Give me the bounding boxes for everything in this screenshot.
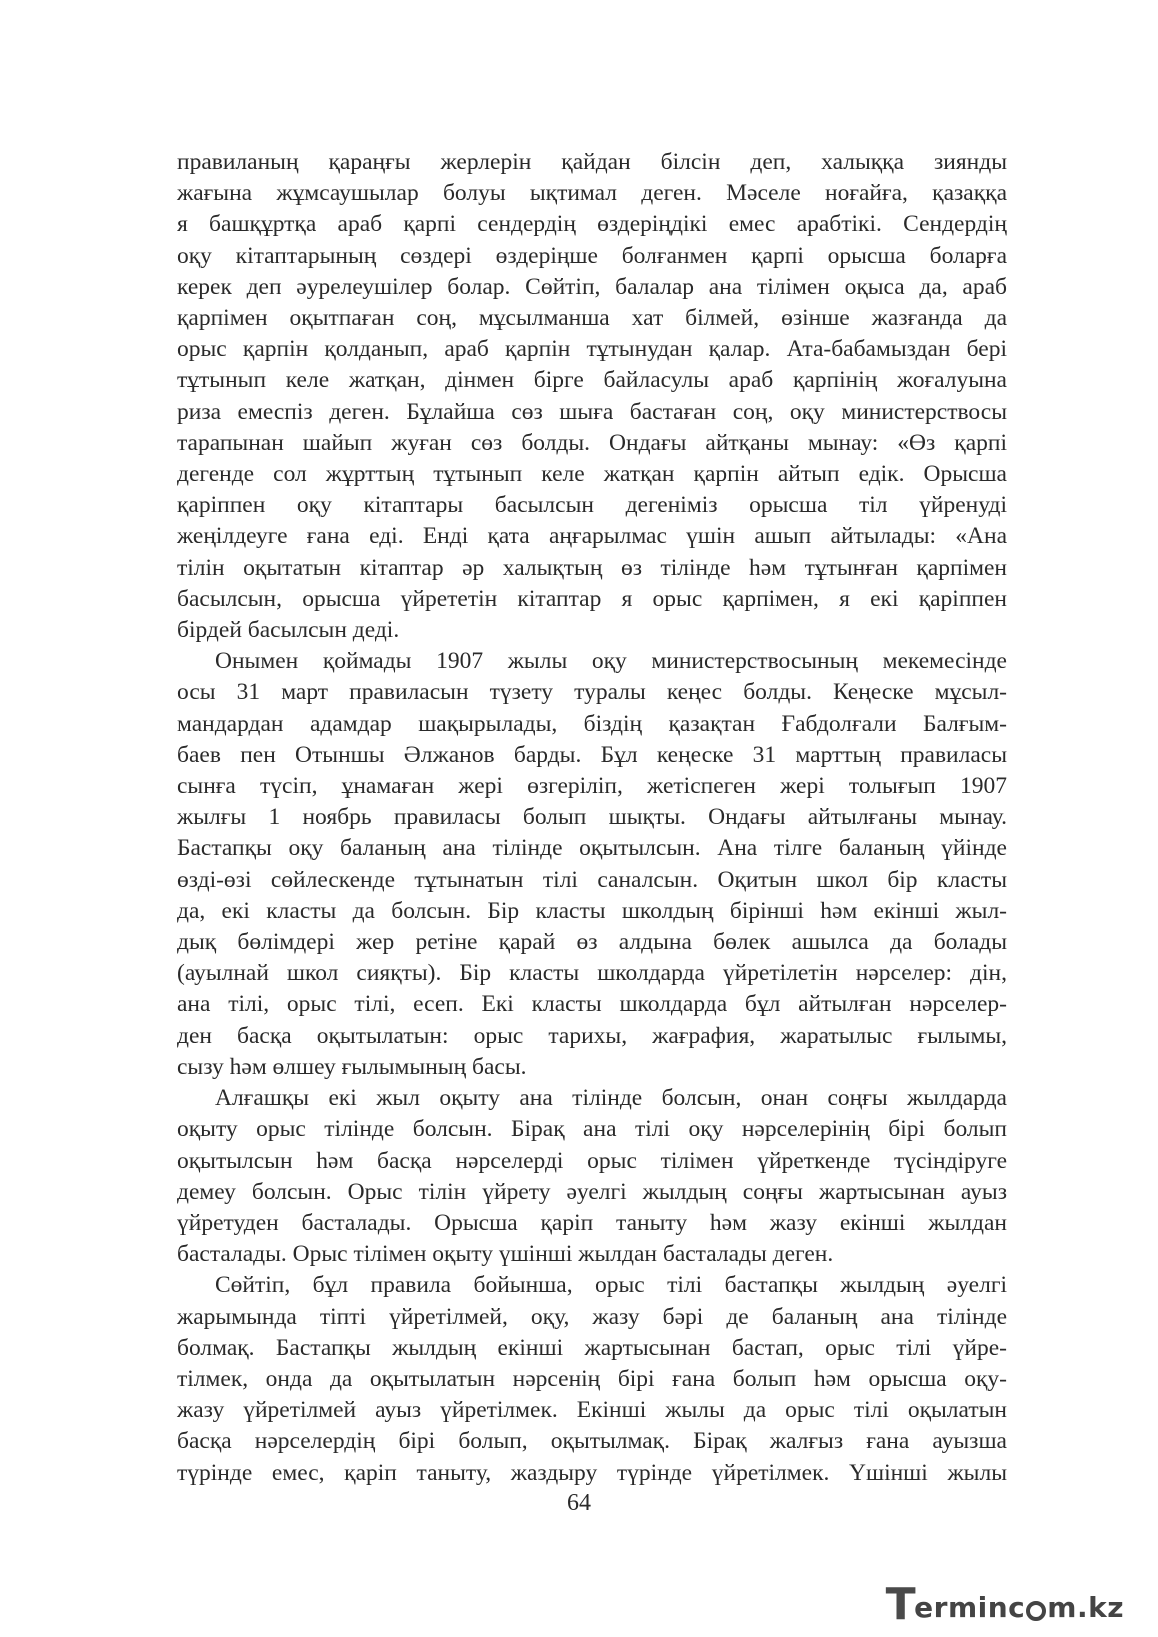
text-line: тұтынып келе жатқан, дінмен бірге байласулы араб қарпінің жоғалуына xyxy=(177,367,1007,394)
text-line: орыс қарпін қолданып, араб қарпін тұтынудан қалар. Ата-бабамыздан бері xyxy=(177,336,1007,363)
text-line: осы 31 март правиласын түзету туралы кеңес болды. Кеңеске мұсыл- xyxy=(177,679,1007,706)
page-number: 64 xyxy=(567,1490,591,1516)
text-line: дық бөлімдері жер ретіне қарай өз алдына бөлек ашылса да болады xyxy=(177,929,1007,956)
document-body xyxy=(177,147,1007,1489)
text-line: түрінде емес, қаріп таныту, жаздыру түрінде үйретілмек. Үшінші жылы xyxy=(177,1459,1007,1486)
text-line: дегенде сол жұрттың тұтынып келе жатқан қарпін айтып едік. Орысша xyxy=(177,461,1007,488)
text-line: ден басқа оқытылатын: орыс тарихы, жағрафия, жаратылыс ғылымы, xyxy=(177,1022,1007,1049)
text-line: үйретуден басталады. Орысша қаріп таныту һәм жазу екінші жылдан xyxy=(177,1209,1007,1236)
watermark-logo xyxy=(885,1579,1124,1630)
text-line: сынға түсіп, ұнамаған жері өзгеріліп, жетіспеген жері толығып 1907 xyxy=(177,773,1007,800)
text-line: қарпімен оқытпаған соң, мұсылманша хат білмей, өзінше жазғанда да xyxy=(177,305,1007,332)
text-line: я башқұртқа араб қарпі сендердің өздеріңдікі емес арабтікі. Сендердің xyxy=(177,211,1007,238)
text-line: басталады. Орыс тілімен оқыту үшінші жылдан басталады деген. xyxy=(177,1241,834,1268)
watermark-o-ring-icon xyxy=(1026,1601,1046,1621)
text-line: қаріппен оқу кітаптары басылсын дегеніміз орысша тіл үйренуді xyxy=(177,492,1007,519)
text-line: басылсын, орысша үйрететін кітаптар я орыс қарпімен, я екі қаріппен xyxy=(177,585,1007,612)
text-line: Онымен қоймады 1907 жылы оқу министерствосының мекемесінде xyxy=(215,648,1007,675)
text-line: оқу кітаптарының сөздері өздеріңше болғанмен қарпі орысша боларға xyxy=(177,242,1007,269)
text-line: баев пен Отыншы Әлжанов барды. Бұл кеңеске 31 марттың правиласы xyxy=(177,741,1007,768)
text-line: бірдей басылсын деді. xyxy=(177,617,400,644)
text-line: оқыту орыс тілінде болсын. Бірақ ана тілі оқу нәрселерінің бірі болып xyxy=(177,1116,1007,1143)
text-line: мандардан адамдар шақырылады, біздің қазақтан Ғабдолғали Балғым- xyxy=(177,710,1007,737)
text-line: Сөйтіп, бұл правила бойынша, орыс тілі бастапқы жылдың әуелгі xyxy=(215,1272,1007,1299)
text-line: сызу һәм өлшеу ғылымының басы. xyxy=(177,1053,527,1080)
text-line: демеу болсын. Орыс тілін үйрету әуелгі жылдың соңғы жартысынан ауыз xyxy=(177,1178,1007,1205)
text-line: Бастапқы оқу баланың ана тілінде оқытылсын. Ана тілге баланың үйінде xyxy=(177,835,1007,862)
text-line: жағына жұмсаушылар болуы ықтимал деген. Мәселе ноғайға, қазаққа xyxy=(177,180,1007,207)
text-line: басқа нәрселердің бірі болып, оқытылмақ. Бірақ жалғыз ғана ауызша xyxy=(177,1428,1007,1455)
text-line: жылғы 1 ноябрь правиласы болып шықты. Ондағы айтылғаны мынау. xyxy=(177,804,1007,831)
watermark-text-start: erminc xyxy=(914,1591,1026,1624)
text-line: (ауылнай школ сияқты). Бір класты школдарда үйретілетін нәрселер: дін, xyxy=(177,960,1007,987)
text-line: болмақ. Бастапқы жылдың екінші жартысынан бастап, орыс тілі үйре- xyxy=(177,1334,1007,1361)
text-line: жеңілдеуге ғана еді. Енді қата аңғарылмас үшін ашып айтылады: «Ана xyxy=(177,523,1007,550)
text-line: тарапынан шайып жуған сөз болды. Ондағы айтқаны мынау: «Өз қарпі xyxy=(177,429,1007,456)
text-line: риза емеспіз деген. Бұлайша сөз шыға бастаған соң, оқу министерствосы xyxy=(177,398,1007,425)
text-line: жарымында тіпті үйретілмей, оқу, жазу бәрі де баланың ана тілінде xyxy=(177,1303,1007,1330)
text-line: керек деп әурелеушілер болар. Сөйтіп, балалар ана тілімен оқыса да, араб xyxy=(177,273,1007,300)
text-line: ана тілі, орыс тілі, есеп. Екі класты школдарда бұл айтылған нәрселер- xyxy=(177,991,1007,1018)
text-line: жазу үйретілмей ауыз үйретілмек. Екінші жылы да орыс тілі оқылатын xyxy=(177,1397,1007,1424)
text-line: өзді-өзі сөйлескенде тұтынатын тілі саналсын. Оқитын школ бір класты xyxy=(177,866,1007,893)
text-line: тілмек, онда да оқытылатын нәрсенің бірі ғана болып һәм орысша оқу- xyxy=(177,1365,1007,1392)
text-line: оқытылсын һәм басқа нәрселерді орыс тілімен үйреткенде түсіндіруге xyxy=(177,1147,1007,1174)
text-line: да, екі класты да болсын. Бір класты школдың бірінші һәм екінші жыл- xyxy=(177,897,1007,924)
text-line: Алғашқы екі жыл оқыту ана тілінде болсын, онан соңғы жылдарда xyxy=(215,1085,1007,1112)
watermark-text-end: m.kz xyxy=(1047,1591,1124,1624)
watermark-big-letter: T xyxy=(885,1579,917,1630)
text-line: тілін оқытатын кітаптар әр халықтың өз тілінде һәм тұтынған қарпімен xyxy=(177,554,1007,581)
text-line: правиланың қараңғы жерлерін қайдан білсін деп, халыққа зиянды xyxy=(177,149,1007,175)
